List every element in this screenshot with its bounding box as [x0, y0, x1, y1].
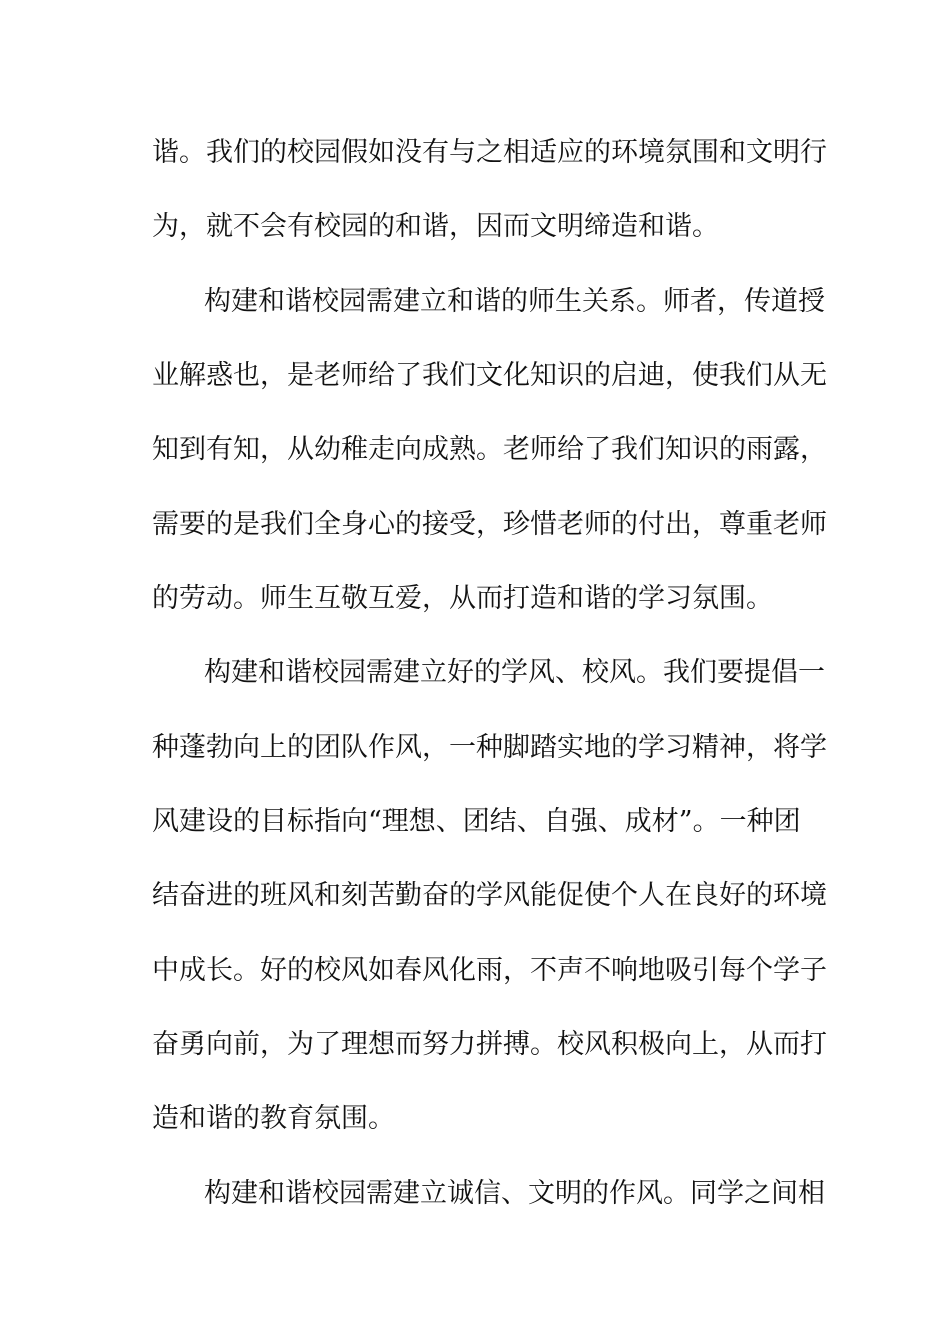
text-line: 奋勇向前，为了理想而努力拼搏。校风积极向上，从而打: [152, 1029, 827, 1060]
text-line: 风建设的目标指向“理想、团结、自强、成材”。一种团: [152, 806, 801, 837]
text-line: 的劳动。师生互敬互爱，从而打造和谐的学习氛围。: [152, 583, 773, 614]
text-line: 需要的是我们全身心的接受，珍惜老师的付出，尊重老师: [152, 509, 827, 540]
text-line: 造和谐的教育氛围。: [152, 1103, 395, 1134]
text-line: 种蓬勃向上的团队作风，一种脚踏实地的学习精神，将学: [152, 732, 827, 763]
text-line: 知到有知，从幼稚走向成熟。老师给了我们知识的雨露，: [152, 434, 827, 465]
text-line: 业解惑也，是老师给了我们文化知识的启迪，使我们从无: [152, 360, 827, 391]
text-line: 中成长。好的校风如春风化雨，不声不响地吸引每个学子: [152, 955, 827, 986]
text-line: 谐。我们的校园假如没有与之相适应的环境氛围和文明行: [152, 137, 827, 168]
text-line: 为，就不会有校园的和谐，因而文明缔造和谐。: [152, 211, 719, 242]
text-line: 结奋进的班风和刻苦勤奋的学风能促使个人在良好的环境: [152, 880, 827, 911]
paragraph-first-line: 构建和谐校园需建立诚信、文明的作风。同学之间相: [204, 1178, 825, 1209]
paragraph-first-line: 构建和谐校园需建立好的学风、校风。我们要提倡一: [204, 657, 825, 688]
paragraph-first-line: 构建和谐校园需建立和谐的师生关系。师者，传道授: [204, 286, 825, 317]
